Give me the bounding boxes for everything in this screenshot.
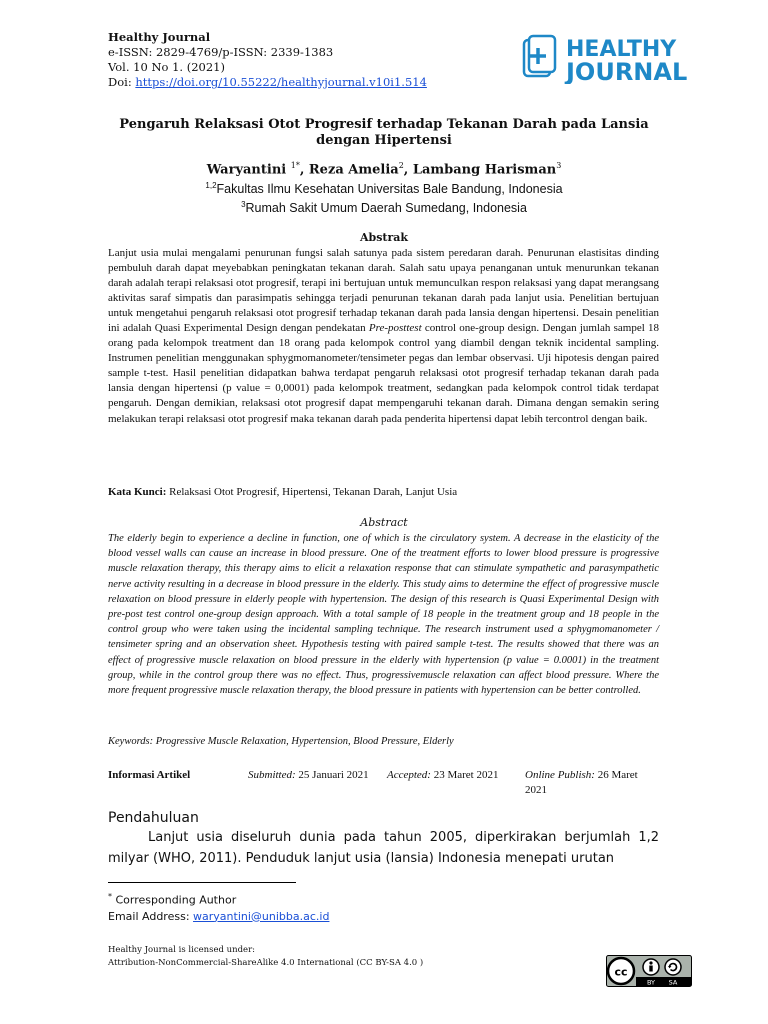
author-3: , Lambang Harisman (403, 162, 557, 178)
healthy-journal-logo (522, 34, 702, 84)
doi-link[interactable]: https://doi.org/10.55222/healthyjournal.v10i1.514 (135, 75, 427, 89)
volume: Vol. 10 No 1. (2021) (108, 60, 225, 74)
affiliation-2 (100, 200, 668, 215)
author-2-sup: 2 (398, 161, 404, 170)
author-1-sup: 1* (290, 161, 300, 170)
info-accepted (387, 768, 513, 783)
license-line2: Attribution-NonCommercial-ShareAlike 4.0 International (CC BY-SA 4.0 ) (108, 958, 424, 968)
license-line1: Healthy Journal is licensed under: (108, 945, 256, 955)
affiliation-2-sup: 3 (241, 200, 246, 209)
email-line (108, 909, 329, 925)
abstrak-text (108, 246, 659, 427)
online-label: Online Publish: (525, 769, 595, 781)
accepted-label: Accepted: (387, 769, 431, 781)
by-icon (643, 959, 659, 975)
abstrak-text-part1: Lanjut usia mulai mengalami penurunan fungsi salah satunya pada sistem peredaran darah. Penurunan elastisitas dinding pembuluh darah dapat meyebabkan peningkatan tekanan darah. Salah satu upaya penanganan untuk menurunkan tekanan darah adalah terapi relaksasi otot progresif, terapi ini bertujuan untuk memunculkan respon relaksasi yang dapat merangsang aktivitas saraf simpatis dan parasimpatis sehingga terjadi penurunan tekanan darah pada lanjut usia. Penelitian bertujuan untuk mengetahui pengaruh relaksasi otot progresif terhadap tekanan darah pada lansia dengan hipertensi. Desain penelitian ini adalah Quasi Experimental Design dengan pendekatan (108, 247, 659, 335)
intro-heading: Pendahuluan (108, 810, 199, 826)
logo-line1: HEALTHY (566, 37, 677, 62)
footnote-corr: Corresponding Author (112, 893, 237, 907)
cc-icon-text: cc (614, 965, 628, 979)
affiliation-2-text: Rumah Sakit Umum Daerah Sumedang, Indonesia (245, 201, 527, 216)
corresponding-author (108, 889, 329, 909)
author-2: , Reza Amelia (299, 162, 399, 178)
keywords: Keywords: Progressive Muscle Relaxation, Hypertension, Blood Pressure, Elderly (108, 736, 454, 747)
sa-label: SA (668, 978, 678, 987)
kata-kunci-label: Kata Kunci: (108, 486, 167, 498)
email-label: Email Address: (108, 909, 194, 923)
authors (100, 161, 668, 177)
intro-text (108, 827, 659, 869)
license (108, 944, 423, 970)
intro-text-body: Lanjut usia diseluruh dunia pada tahun 2005, diperkirakan berjumlah 1,2 milyar (WHO, 2011). Penduduk lanjut usia (lansia) Indonesia menepati urutan (108, 830, 659, 866)
issn: e-ISSN: 2829-4769/p-ISSN: 2339-1383 (108, 45, 334, 59)
abstrak-text-part2: control one-group design. Dengan jumlah sampel 18 orang pada kelompok treatment dan 18 orang pada kelompok control yang diambil dengan teknik incidental sampling. Instrumen penelitian menggunakan sphygmomanometer/tensimeter pegas dan lembar observasi. Uji hipotesis dengan paired sample t-test. Hasil penelitian didapatkan bahwa terdapat pengaruh relaksasi otot progresif terhadap tekanan darah pada lansia dengan hipertensi (p value = 0,0001) pada kelompok treatment, sedangkan pada kelompok control tidak terdapat pengaruh. Dengan demikian, relaksasi otot progresif dapat mempengaruhi tekanan darah. Dimana dengan semakin sering melakukan terapi relaksasi otot progresif maka tekanan darah pada penderita hipertensi dapat lebih tercontrol dengan baik. (108, 322, 659, 425)
doi-label: Doi: (108, 75, 136, 89)
affiliation-1-text: Fakultas Ilmu Kesehatan Universitas Bale Bandung, Indonesia (216, 182, 563, 197)
journal-header (108, 30, 427, 90)
medical-cross-icon (524, 36, 555, 76)
author-3-sup: 3 (556, 161, 562, 170)
submitted-label: Submitted: (248, 769, 296, 781)
kata-kunci-text: Relaksasi Otot Progresif, Hipertensi, Tekanan Darah, Lanjut Usia (166, 486, 458, 498)
info-submitted (248, 768, 378, 783)
abstrak-heading: Abstrak (359, 231, 409, 244)
abstract-text: The elderly begin to experience a decline in function, one of which is the circulatory system. A decrease in the elasticity of the blood vessel walls can cause an increase in blood pressure. One of the treatment efforts to lower blood pressure is progressive muscle relaxation therapy, this therapy aims to elicit a relaxation response that can stimulate sympathetic and parasympathetic nerve activity resulting in a decrease in blood pressure in the elderly. This study aims to determine the effect of progressive muscle relaxation on blood pressure in elderly people with hypertension. The design of this research is Quasi Experimental Design with pre-post test control one-group design approach. With a total sample of 18 people in the treatment group and 18 people in the control group who were taken using the incidental sampling technique. The research instrument used a sphygmomanometer / tensimeter spring and an observation sheet. Hypothesis testing with paired sample t-test. The results showed that there was an effect of progressive muscle relaxation on blood pressure in the elderly with hypertension (p value = 0.0001) in the treatment group, while in the control group there was no effect. Thus, progressivemuscle relaxation can affect blood pressure. Where the more frequent progressive muscle relaxation therapy, the blood pressure in patients with hypertension can be better controlled. (108, 533, 659, 697)
abstrak-text-italic: Pre-posttest (368, 322, 422, 335)
cc-by-sa-badge[interactable] (606, 955, 692, 987)
doi-line (108, 75, 427, 90)
affiliation-1-sup: 1,2 (205, 181, 217, 190)
footnote-divider (108, 882, 296, 883)
info-label: Informasi Artikel (108, 769, 191, 781)
by-label: BY (646, 978, 656, 987)
sa-icon (665, 959, 681, 975)
email-link[interactable]: waryantini@unibba.ac.id (193, 909, 330, 923)
accepted-value: 23 Maret 2021 (430, 769, 499, 781)
kata-kunci (108, 486, 659, 498)
journal-name: Healthy Journal (108, 30, 211, 44)
footnote (108, 889, 329, 925)
affiliation-1 (100, 181, 668, 196)
abstract-heading: Abstract (360, 516, 408, 529)
author-1: Waryantini (206, 162, 291, 178)
info-online (525, 768, 659, 798)
logo-line2: JOURNAL (566, 58, 688, 84)
cc-icon (608, 958, 634, 984)
submitted-value: 25 Januari 2021 (295, 769, 369, 781)
article-title: Pengaruh Relaksasi Otot Progresif terhadap Tekanan Darah pada Lansia dengan Hipertensi (119, 117, 649, 148)
online-value: 26 Maret 2021 (525, 769, 638, 796)
footnote-sup: * (108, 892, 112, 901)
